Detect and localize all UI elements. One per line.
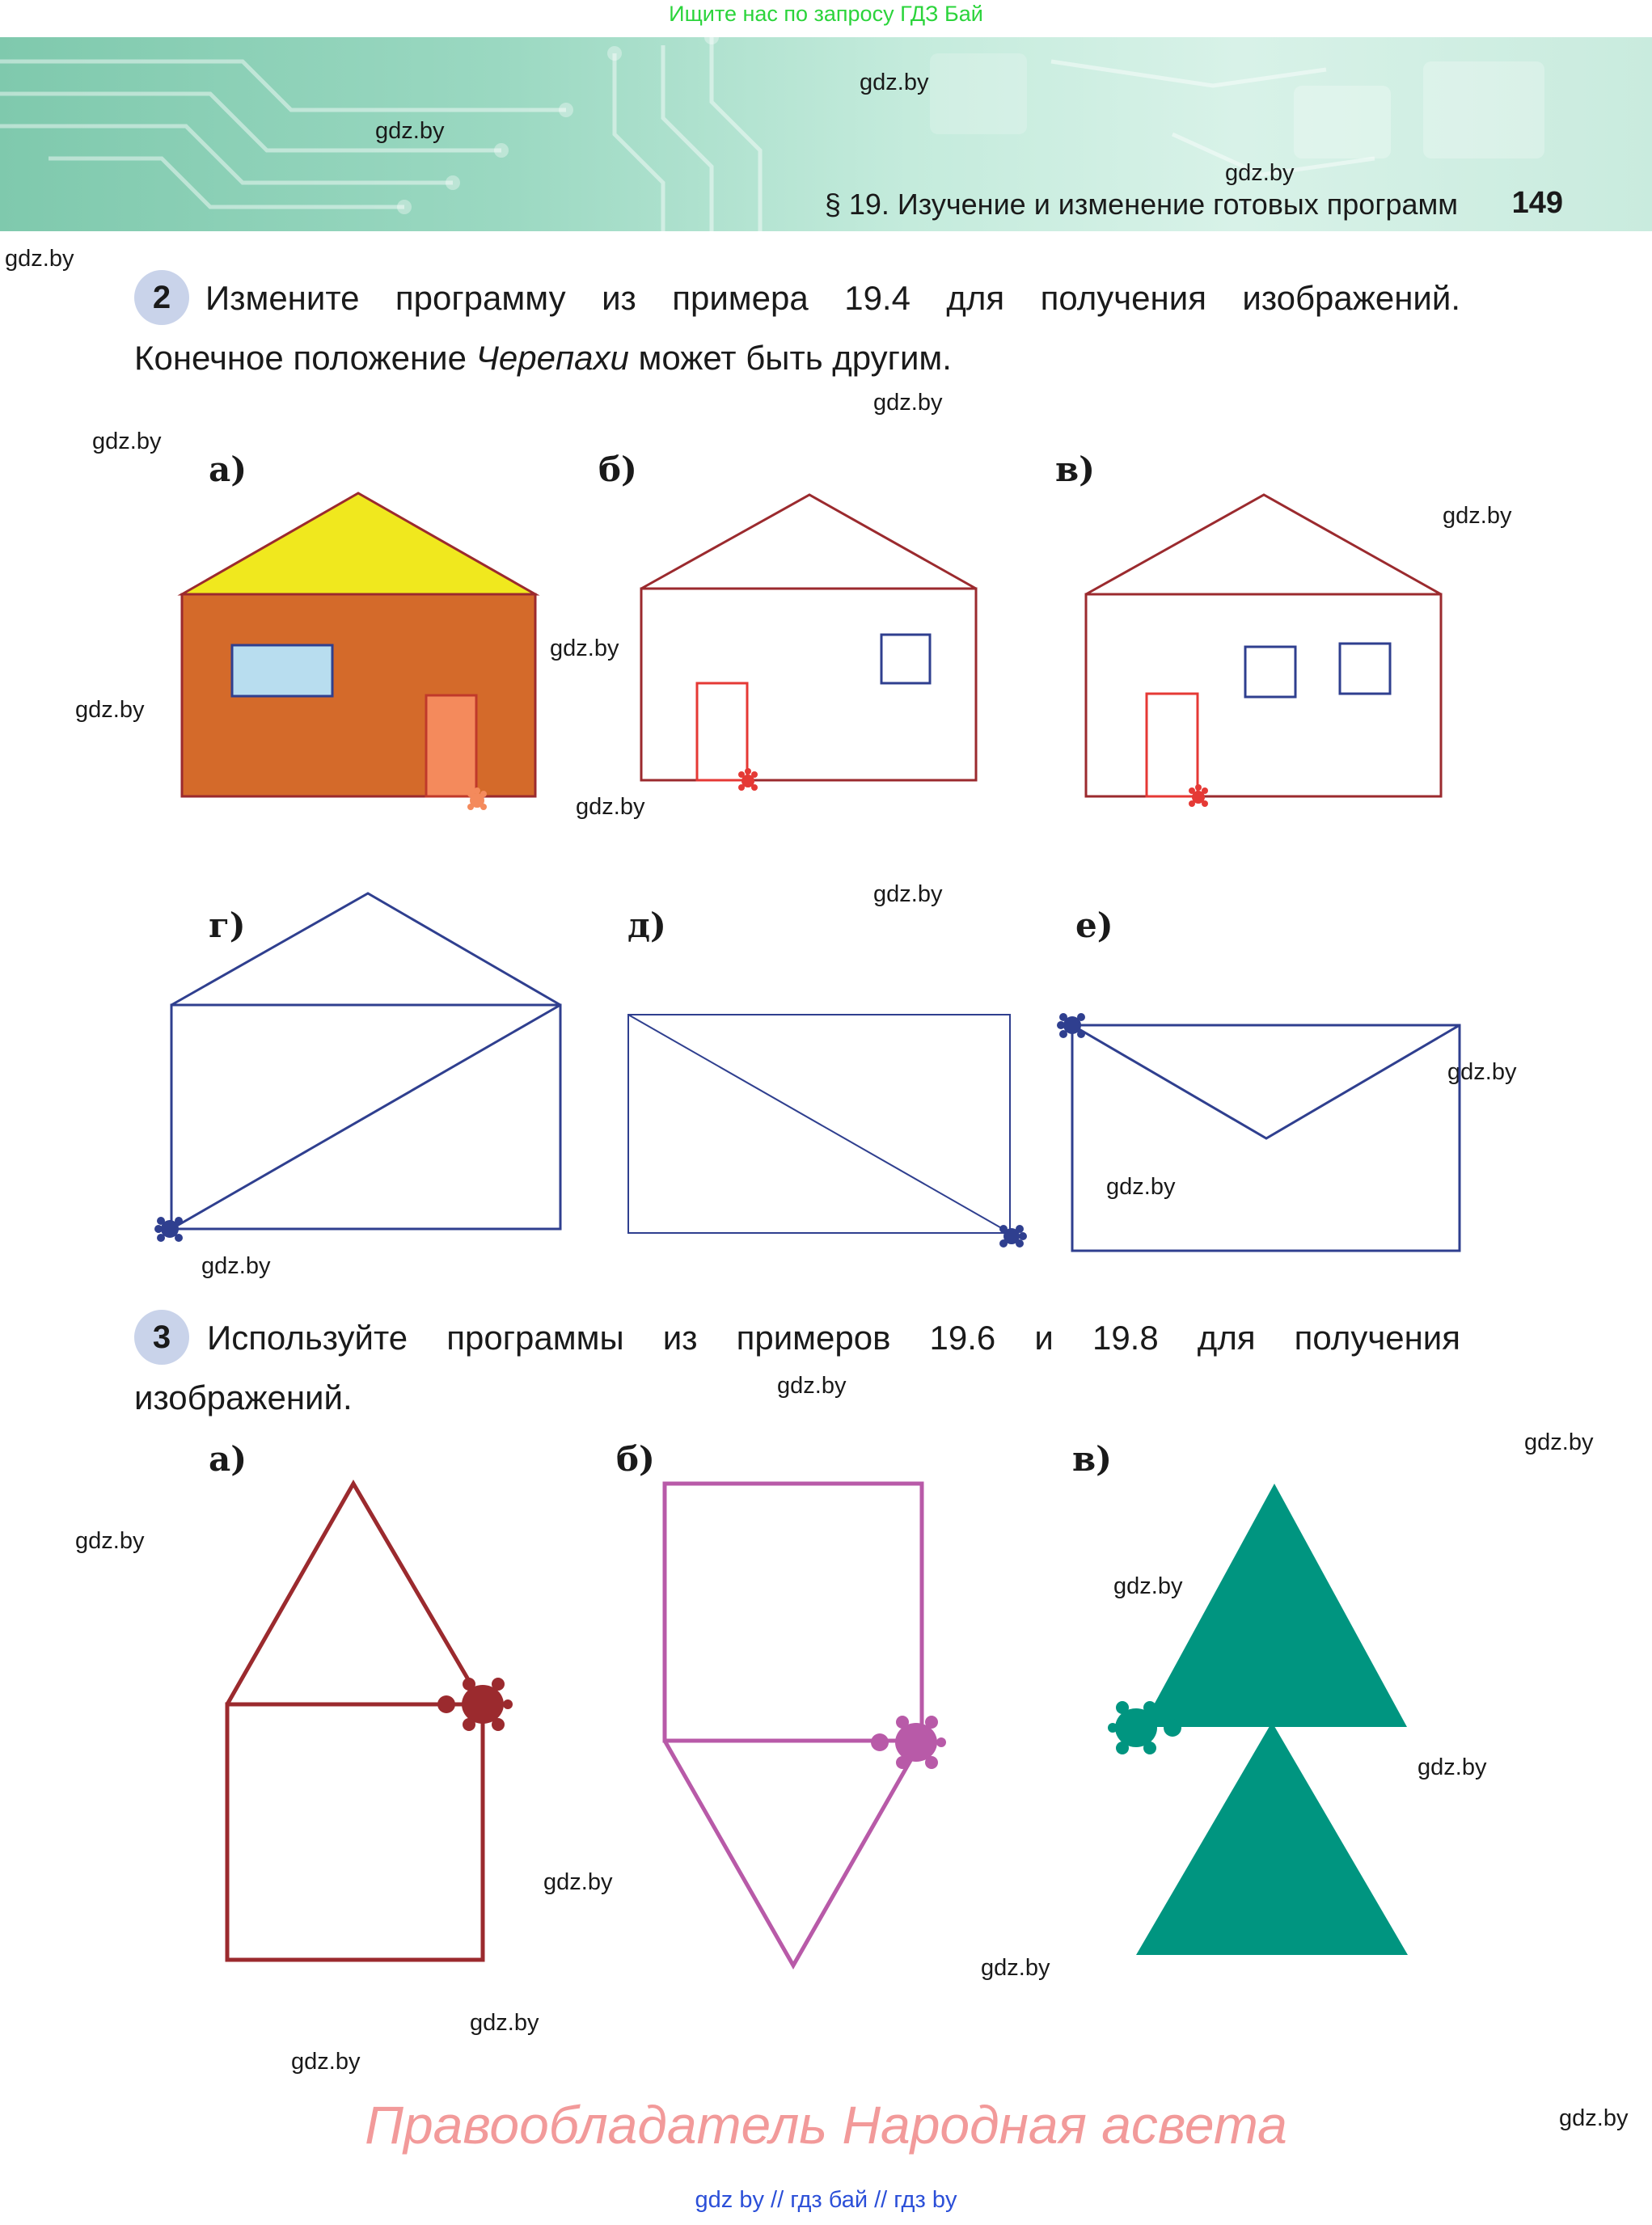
turtle-icon xyxy=(467,787,487,810)
turtle-icon xyxy=(999,1225,1027,1248)
figure-label-a: а) xyxy=(209,1439,247,1479)
figure-label-e: е) xyxy=(1075,906,1113,945)
figure-label-a: а) xyxy=(209,450,247,489)
task-3-line-2: изображений. xyxy=(134,1378,353,1416)
turtle-icon xyxy=(154,1217,183,1242)
watermark: gdz.by xyxy=(1447,1059,1517,1085)
watermark: gdz.by xyxy=(576,794,645,820)
watermark: gdz.by xyxy=(1524,1429,1594,1455)
watermark: gdz.by xyxy=(1559,2105,1629,2131)
square-triangle-figure-3b xyxy=(665,1484,922,1965)
task-2-line-2-end: может быть другим. xyxy=(628,339,952,377)
watermark: gdz.by xyxy=(201,1253,271,1279)
watermark: gdz.by xyxy=(1443,503,1512,529)
house-figure-3a xyxy=(227,1484,483,1960)
watermark: gdz.by xyxy=(470,2010,539,2036)
task-number-badge: 3 xyxy=(134,1310,189,1365)
watermark: gdz.by xyxy=(860,70,929,95)
figure-label-v: в) xyxy=(1072,1439,1113,1479)
watermark: gdz.by xyxy=(75,1528,145,1554)
house-figure-a xyxy=(182,493,535,810)
page-number: 149 xyxy=(1511,186,1563,220)
figure-label-b: б) xyxy=(616,1439,655,1479)
watermark: gdz.by xyxy=(873,390,943,416)
figure-label-g: г) xyxy=(209,906,246,945)
figure-label-b: б) xyxy=(598,450,637,489)
task-number-badge: 2 xyxy=(134,270,189,325)
section-title: § 19. Изучение и изменение готовых программ xyxy=(824,188,1458,221)
watermark: gdz.by xyxy=(92,429,162,454)
watermark: gdz.by xyxy=(375,118,445,144)
watermark: gdz.by xyxy=(5,246,74,272)
task-2-line-1: Измените программу из примера 19.4 для получения изображений. xyxy=(205,279,1460,317)
task-3-line-1: Используйте программы из примеров 19.6 и 19.8 для получения xyxy=(207,1319,1460,1357)
watermark: gdz.by xyxy=(550,635,619,661)
watermark: gdz.by xyxy=(1225,160,1295,186)
envelope-house-figure-g xyxy=(171,893,560,1229)
rectangle-diagonal-figure-d xyxy=(628,1015,1010,1233)
figure-label-v: в) xyxy=(1055,450,1096,489)
watermark: gdz.by xyxy=(873,881,943,907)
task-2-line-2-start: Конечное положение xyxy=(134,339,476,377)
watermark: gdz.by xyxy=(981,1955,1050,1981)
top-search-link[interactable]: Ищите нас по запросу ГДЗ Бай xyxy=(669,2,983,26)
watermark: gdz.by xyxy=(543,1869,613,1895)
double-triangle-figure-3v xyxy=(1136,1484,1408,1955)
copyright-notice: Правообладатель Народная асвета xyxy=(365,2095,1287,2155)
figure-label-d: д) xyxy=(627,906,666,945)
turtle-icon xyxy=(871,1716,946,1769)
footer-links[interactable]: gdz by // гдз бай // гдз by xyxy=(695,2187,957,2213)
watermark: gdz.by xyxy=(1418,1754,1487,1780)
watermark: gdz.by xyxy=(777,1373,847,1399)
turtle-icon xyxy=(437,1678,513,1731)
watermark: gdz.by xyxy=(75,697,145,723)
watermark: gdz.by xyxy=(291,2049,361,2075)
envelope-figure-e xyxy=(1072,1025,1460,1251)
watermark: gdz.by xyxy=(1113,1573,1183,1599)
house-figure-b xyxy=(641,495,976,780)
task-2-turtle-word: Черепахи xyxy=(475,339,629,377)
house-figure-v xyxy=(1086,495,1441,796)
watermark: gdz.by xyxy=(1106,1174,1176,1200)
